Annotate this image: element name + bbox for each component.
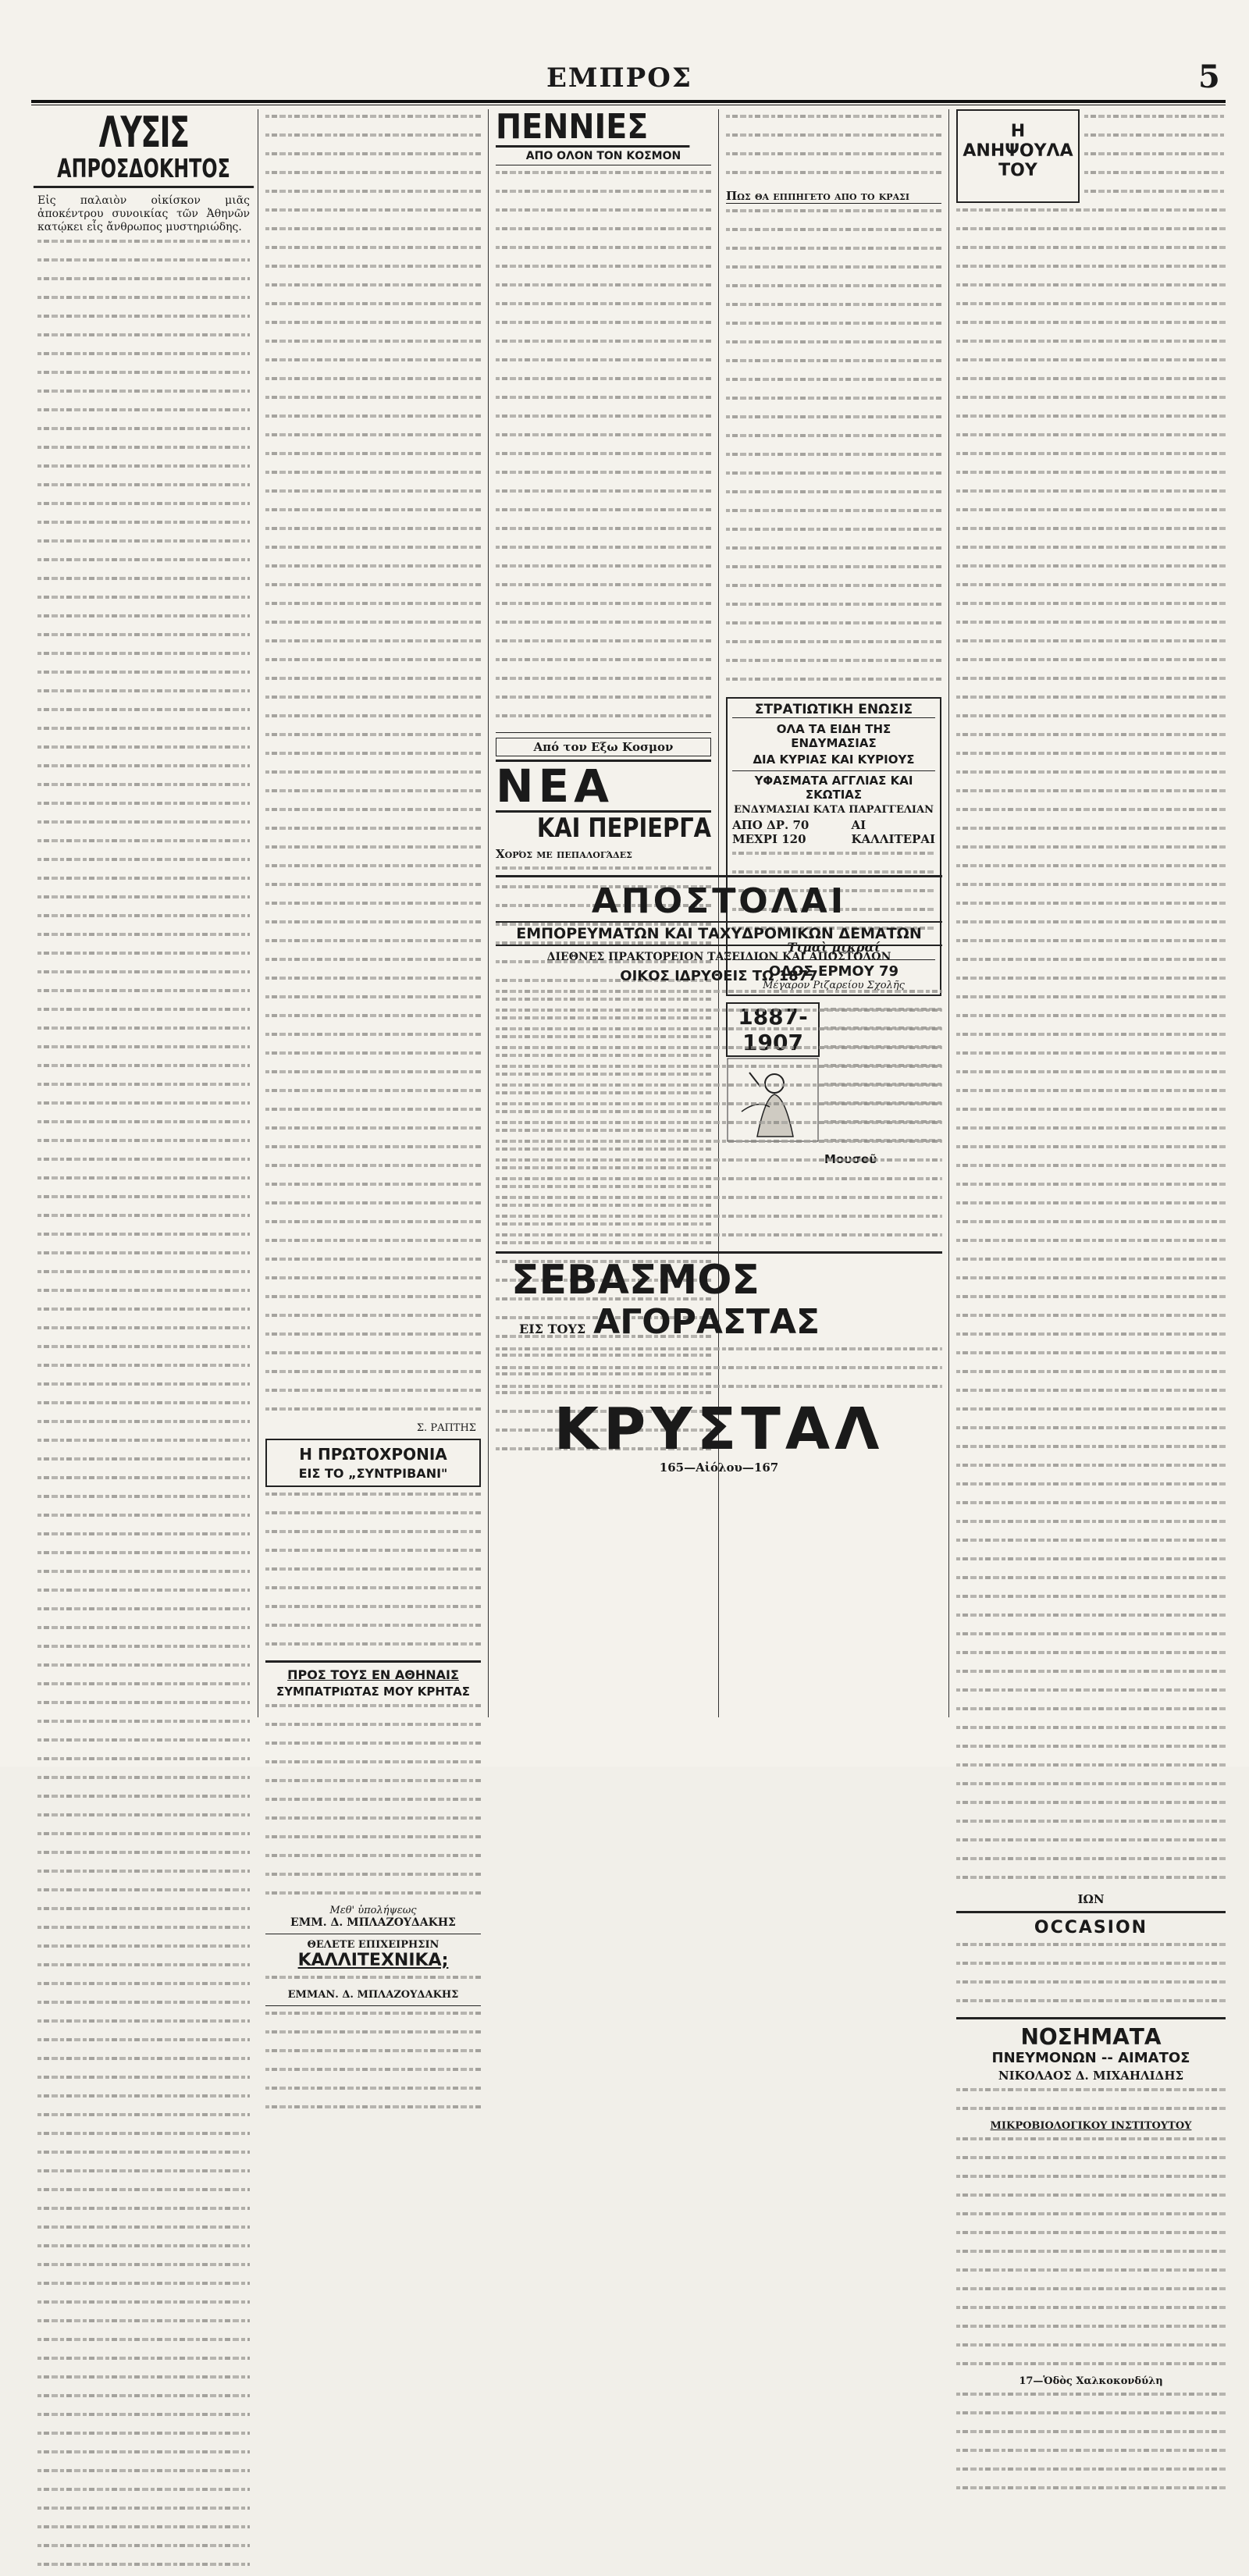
ad-signoff: Μεθ' ὑπολήψεως: [329, 1905, 417, 1916]
bottom-ad-block: [496, 870, 942, 1475]
ad-endym-parag: ΕΝΔΥΜΑΣΙΑΙ ΚΑΤΑ ΠΑΡΑΓΓΕΛΙΑΝ: [733, 804, 934, 816]
ad2-name: ΕΜΜΑΝ. Δ. ΜΠΛΑΖΟΥΔΑΚΗΣ: [287, 1989, 459, 2001]
ad2-rule: [265, 2005, 481, 2006]
anipsoula-signature: ΙΩΝ: [1077, 1892, 1105, 1906]
diethnes-text: ΔΙΕΘΝΕΣ ΠΡΑΚΤΟΡΕΙΟΝ ΤΑΞΕΙΔΙΩΝ ΚΑΙ ΑΠΟΣΤΟΛΩΝ: [546, 951, 891, 963]
ad-times: Τιμαὶ μικραί: [787, 940, 881, 955]
pneumonon-title: ΠΝΕΥΜΟΝΩΝ -- ΑΙΜΑΤΟΣ: [991, 2050, 1190, 2066]
column-divider: [488, 109, 489, 1717]
ad-kallitera: ΑΙ ΚΑΛΛΙΤΕΡΑΙ: [851, 818, 936, 846]
agorastas-row: [496, 1302, 942, 1342]
institute-address: 17—Ὁδὸς Χαλκοκονδύλη: [1019, 2375, 1163, 2387]
ad-endymasies: ΟΛΑ ΤΑ ΕΙΔΗ ΤΗΣ ΕΝΔΥΜΑΣΙΑΣ: [776, 722, 891, 750]
newspaper-name: ΕΜΠΡΟΣ: [546, 62, 692, 94]
notice-body-text: [265, 2012, 481, 2119]
pennies-body-text: [496, 171, 711, 728]
nea-title: ΝΕΑ: [496, 760, 711, 813]
sevasmos-title: ΣΕΒΑΣΜΟΣ: [511, 1257, 760, 1304]
ad-dia-kyrias: ΔΙΑ ΚΥΡΙΑΣ ΚΑΙ ΚΥΡΙΟΥΣ: [753, 753, 915, 767]
apostolai-body-text: [496, 990, 942, 1247]
page-number: 5: [1198, 59, 1220, 95]
occasion-title: OCCASION: [1034, 1918, 1148, 1937]
column-3: [496, 109, 711, 866]
emporeum-title: ΕΜΠΟΡΕΥΜΑΤΩΝ ΚΑΙ ΤΑΧΥΔΡΟΜΙΚΩΝ ΔΕΜΑΤΩΝ: [496, 921, 942, 946]
ad-price-range: ΑΠΟ ΔΡ. 70 ΜΕΧΡΙ 120: [732, 818, 810, 846]
column-1: [37, 109, 250, 1717]
story-opening-paragraph: Εἰς παλαιὸν οἰκίσκον μιᾶς ἀποκέντρου συνοικίας τῶν Ἀθηνῶν κατῴκει εἷς ἄνθρωπος μυστηριώδης.: [37, 194, 250, 233]
column-2: [265, 109, 481, 2001]
sevasmos-body-text: [496, 1347, 942, 1398]
column-4-top-text: [726, 115, 941, 184]
ad-subtitle-kritas: ΣΥΜΠΑΤΡΙΩΤΑΣ ΜΟΥ ΚΡΗΤΑΣ: [276, 1685, 471, 1699]
krystal-title: ΚΡΥΣΤΑΛ: [553, 1396, 884, 1463]
kai-perierga-title: ΚΑΙ ΠΕΡΙΕΡΓΑ: [536, 813, 711, 844]
ad-yfasmata: ΥΦΑΣΜΑΤΑ ΑΓΓΛΙΑΣ ΚΑΙ ΣΚΩΤΙΑΣ: [732, 770, 935, 802]
column-5-bottom-text: [956, 2393, 1226, 2500]
eis-tous-label: ΕΙΣ ΤΟΥΣ: [519, 1322, 586, 1336]
story-continuation-text: [265, 115, 481, 1421]
oikos-text: ΟΙΚΟΣ ΙΔΡΥΘΕΙΣ ΤΩ 1877: [620, 968, 818, 984]
section-rule: [496, 732, 711, 733]
feature-body-text: [265, 1493, 481, 1656]
sub-heading-choros: Χορός με πεπαλογάδες: [496, 847, 632, 861]
doctor-name: ΝΙΚΟΛΑΟΣ Δ. ΜΙΧΑΗΛΙΔΗΣ: [998, 2069, 1184, 2083]
ad-address: ΟΔΟΣ ΕΡΜΟΥ 79: [732, 959, 935, 980]
pennies-title: ΠΕΝΝΙΕΣ: [496, 109, 689, 148]
ad-price-row: [732, 818, 935, 846]
feature-title: Η ΠΡΩΤΟΧΡΟΝΙΑ: [299, 1445, 447, 1464]
bottom-ad-rule: [496, 875, 942, 877]
ad-title-pros-tous: ΠΡΟΣ ΤΟΥΣ ΕΝ ΑΘΗΝΑΙΣ: [287, 1667, 459, 1682]
ad-signer-name: ΕΜΜ. Δ. ΜΠΛΑΖΟΥΔΑΚΗΣ: [290, 1916, 456, 1929]
sevasmos-rule: [496, 1251, 942, 1254]
anipsoula-body-text: [956, 208, 1226, 1889]
wine-body-text: [726, 209, 941, 691]
krystal-address: 165—Αἰόλου—167: [659, 1461, 779, 1475]
feature-box-protochronia: [265, 1439, 481, 1487]
ad-building: Μέγαρον Ριζαρείου Σχολῆς: [763, 980, 905, 991]
nosimata-rule: [956, 2017, 1226, 2019]
foreign-section-header: Από τον Εξω Κοσμον: [496, 738, 711, 756]
story-signature: Σ. ΡΑΠΤΗΣ: [416, 1422, 476, 1434]
story-body-text: [37, 240, 250, 2576]
ad-stratiotiki-title: ΣΤΡΑΤΙΩΤΙΚΗ ΕΝΩΣΙΣ: [732, 702, 935, 718]
story-title-lysis: ΛΥΣΙΣ: [98, 108, 189, 157]
column-4: [726, 109, 941, 1166]
agorastas-title: ΑΓΟΡΑΣΤΑΣ: [593, 1302, 820, 1342]
ad-rule: [265, 1660, 481, 1663]
ad-body-text: [265, 1704, 481, 1905]
ad2-big-text: ΚΑΛΛΙΤΕΧΝΙΚΑ;: [297, 1951, 449, 1970]
occasion-body-text: [956, 1943, 1226, 2012]
institute-body-text: [956, 2137, 1226, 2375]
column-divider: [948, 109, 949, 1717]
story-title-aprosdokitos: ΑΠΡΟΣΔΟΚΗΤΟΣ: [34, 155, 254, 188]
anipsoula-title: Η ΑΝΗΨΟΥΛΑ ΤΟΥ: [963, 122, 1073, 180]
anniversary-brand: Μουσοῦ: [824, 1152, 877, 1166]
column-5-top-text: [1084, 109, 1226, 203]
header-rule: [31, 100, 1226, 103]
pennies-subtitle: ΑΠΟ ΟΛΟΝ ΤΟΝ ΚΟΣΜΟΝ: [496, 150, 711, 165]
institute-title: ΜΙΚΡΟΒΙΟΛΟΓΙΚΟΥ ΙΝΣΤΙΤΟΥΤΟΥ: [990, 2120, 1192, 2132]
column-5-top: [956, 109, 1226, 203]
ad2-title: ΘΕΛΕΤΕ ΕΠΙΧΕΙΡΗΣΙΝ: [307, 1939, 439, 1951]
wine-heading: Πως θα εππηγετο απο το κρασι: [726, 189, 941, 204]
column-5: [956, 109, 1226, 2387]
feature-subtitle: ΕΙΣ ΤΟ „ΣΥΝΤΡΙΒΑΝΙ": [298, 1466, 448, 1481]
anniversary-years: 1887-1907: [726, 1002, 820, 1057]
occasion-rule: [956, 1911, 1226, 1913]
apostolai-title: ΑΠΟΣΤΟΛΑΙ: [591, 881, 847, 921]
ad2-body-text: [265, 1976, 481, 1989]
doctor-body-text: [956, 2088, 1226, 2120]
anipsoula-title-box: [956, 109, 1080, 203]
nosimata-title: ΝΟΣΗΜΑΤΑ: [1020, 2024, 1162, 2050]
